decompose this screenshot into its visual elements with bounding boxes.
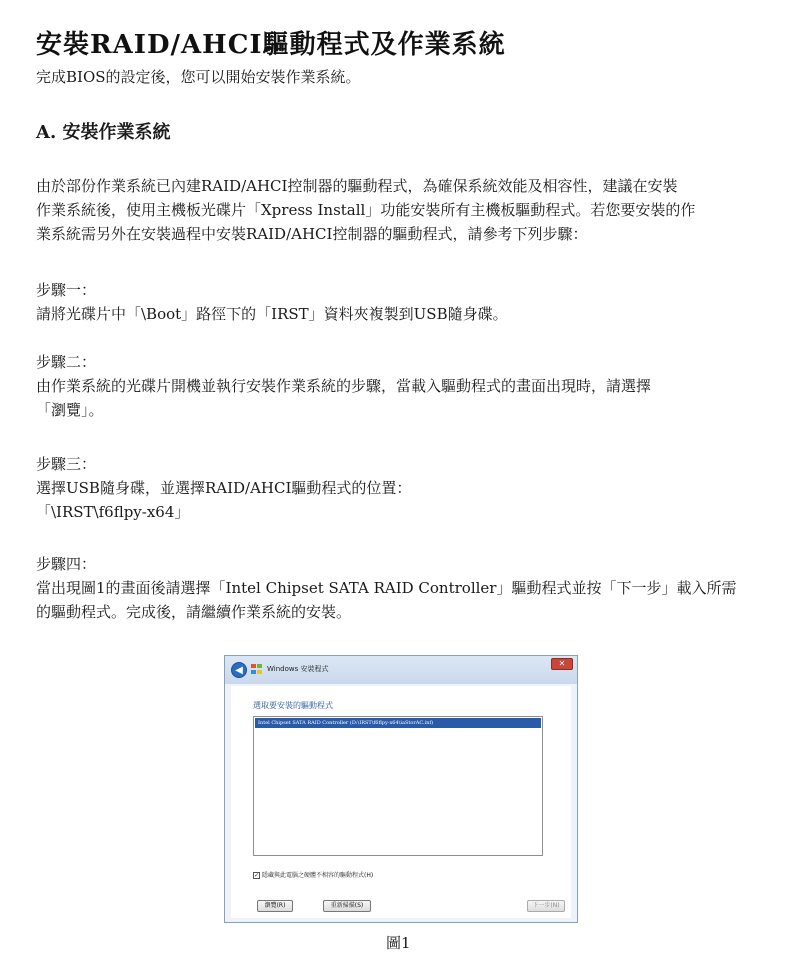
rescan-button[interactable]: 重新掃描(S)	[323, 900, 371, 912]
step-text: 當出現圖1的畫面後請選擇「Intel Chipset SATA RAID Controller」驅動程式並按「下一步」載入所需	[36, 579, 737, 597]
step-2	[36, 350, 651, 422]
paragraph-line: 業系統需另外在安裝過程中安裝RAID/AHCI控制器的驅動程式，請參考下列步驟：	[36, 225, 588, 243]
intro-text: 完成BIOS的設定後，您可以開始安裝作業系統。	[36, 68, 361, 86]
browse-button[interactable]: 瀏覽(R)	[257, 900, 293, 912]
step-label: 步驟四：	[36, 555, 97, 573]
paragraph-line: 由於部份作業系統已內建RAID/AHCI控制器的驅動程式，為確保系統效能及相容性，建議在安裝	[36, 177, 678, 195]
next-button[interactable]: 下一步(N)	[527, 900, 565, 912]
paragraph-line: 作業系統後，使用主機板光碟片「Xpress Install」功能安裝所有主機板驅動程式。若您要安裝的作	[36, 201, 696, 219]
page-title: 安裝RAID/AHCI驅動程式及作業系統	[36, 30, 506, 60]
back-arrow-icon[interactable]: ◀	[231, 662, 247, 678]
step-text: 選擇USB隨身碟，並選擇RAID/AHCI驅動程式的位置：	[36, 479, 412, 497]
dialog-heading: 選取要安裝的驅動程式	[253, 701, 333, 710]
step-3	[36, 452, 411, 524]
checkbox-label: 隱藏與此電腦之硬體不相容的驅動程式(H)	[262, 872, 374, 879]
step-1	[36, 278, 508, 326]
step-text: 的驅動程式。完成後，請繼續作業系統的安裝。	[36, 603, 352, 621]
dialog-title: Windows 安裝程式	[267, 665, 329, 673]
step-text: 「\IRST\f6flpy-x64」	[36, 503, 190, 521]
figure-caption: 圖1	[386, 934, 411, 952]
step-text: 請將光碟片中「\Boot」路徑下的「IRST」資料夾複製到USB隨身碟。	[36, 305, 508, 323]
dialog-body	[231, 686, 571, 918]
step-text: 「瀏覽」。	[36, 401, 104, 419]
hide-incompatible-checkbox[interactable]	[253, 870, 373, 879]
step-4	[36, 552, 736, 624]
list-item[interactable]: Intel Chipset SATA RAID Controller (D:\IRST\f6flpy-x64\iaStorAC.inf)	[255, 718, 541, 728]
dialog-titlebar	[225, 656, 577, 684]
checkmark-icon[interactable]: ✓	[254, 872, 260, 879]
step-text: 由作業系統的光碟片開機並執行安裝作業系統的步驟，當載入驅動程式的畫面出現時，請選擇	[36, 377, 652, 395]
step-label: 步驟一：	[36, 281, 97, 299]
driver-listbox[interactable]	[253, 716, 543, 856]
driver-dialog-screenshot	[224, 655, 578, 923]
body-paragraph	[36, 174, 766, 246]
close-icon[interactable]: ✕	[551, 658, 573, 670]
step-label: 步驟二：	[36, 353, 97, 371]
windows-logo-icon	[251, 664, 263, 675]
step-label: 步驟三：	[36, 455, 97, 473]
section-heading: A. 安裝作業系統	[36, 122, 171, 143]
